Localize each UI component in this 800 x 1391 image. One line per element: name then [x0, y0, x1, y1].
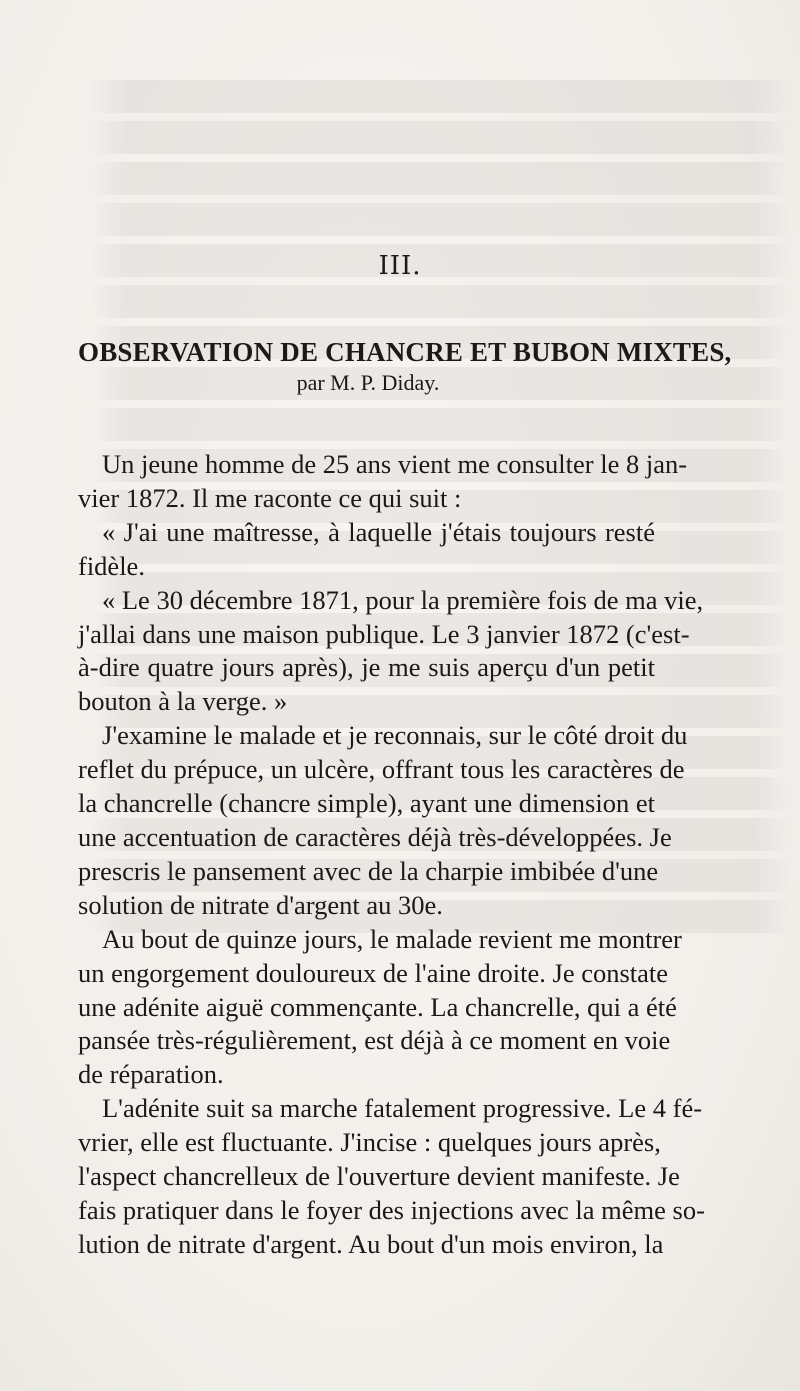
paragraph	[78, 1092, 705, 1262]
text-line: fidèle.	[78, 550, 145, 581]
section-number: III.	[378, 251, 422, 281]
paragraph	[78, 584, 704, 720]
author-line: par M. P. Diday.	[296, 370, 440, 395]
text-line: bouton à la verge. »	[78, 686, 288, 717]
paragraph	[78, 516, 655, 584]
text-line: l'aspect chancrelleux de l'ouverture devient manifeste. Je	[78, 1161, 680, 1192]
text-line: prescris le pansement avec de la charpie imbibée d'une	[78, 855, 659, 886]
text-line: lution de nitrate d'argent. Au bout d'un mois environ, la	[78, 1228, 664, 1259]
text-line: fais pratiquer dans le foyer des injections avec la même so-	[78, 1194, 705, 1225]
text-line: une adénite aiguë commençante. La chancrelle, qui a été	[78, 991, 677, 1022]
text-line: vrier, elle est fluctuante. J'incise : quelques jours après,	[78, 1127, 661, 1158]
text-line: une accentuation de caractères déjà très-développées. Je	[78, 821, 672, 852]
text-line: un engorgement douloureux de l'aine droite. Je constate	[78, 957, 669, 988]
text-line: Au bout de quinze jours, le malade revient me montrer	[102, 923, 682, 954]
text-line: « Le 30 décembre 1871, pour la première fois de ma vie,	[102, 584, 704, 615]
paragraph	[78, 448, 688, 516]
article-title: OBSERVATION DE CHANCRE ET BUBON MIXTES,	[78, 337, 732, 367]
paragraph	[78, 719, 688, 922]
text-line: vier 1872. Il me raconte ce qui suit :	[78, 482, 462, 513]
text-line: j'allai dans une maison publique. Le 3 janvier 1872 (c'est-	[78, 618, 690, 649]
text-line: J'examine le malade et je reconnais, sur le côté droit du	[102, 720, 688, 751]
text-line: « J'ai une maîtresse, à laquelle j'étais toujours resté	[102, 516, 655, 547]
text-line: de réparation.	[78, 1059, 224, 1090]
text-line: à-dire quatre jours après), je me suis aperçu d'un petit	[78, 652, 655, 683]
text-line: L'adénite suit sa marche fatalement progressive. Le 4 fé-	[102, 1093, 703, 1124]
body-text	[78, 448, 705, 1262]
text-line: solution de nitrate d'argent au 30e.	[78, 889, 443, 920]
text-line: pansée très-régulièrement, est déjà à ce moment en voie	[78, 1025, 671, 1056]
paragraph	[78, 923, 682, 1093]
text-line: reflet du prépuce, un ulcère, offrant tous les caractères de	[78, 754, 685, 785]
text-line: la chancrelle (chancre simple), ayant une dimension et	[78, 788, 655, 819]
text-line: Un jeune homme de 25 ans vient me consulter le 8 jan-	[102, 449, 688, 479]
